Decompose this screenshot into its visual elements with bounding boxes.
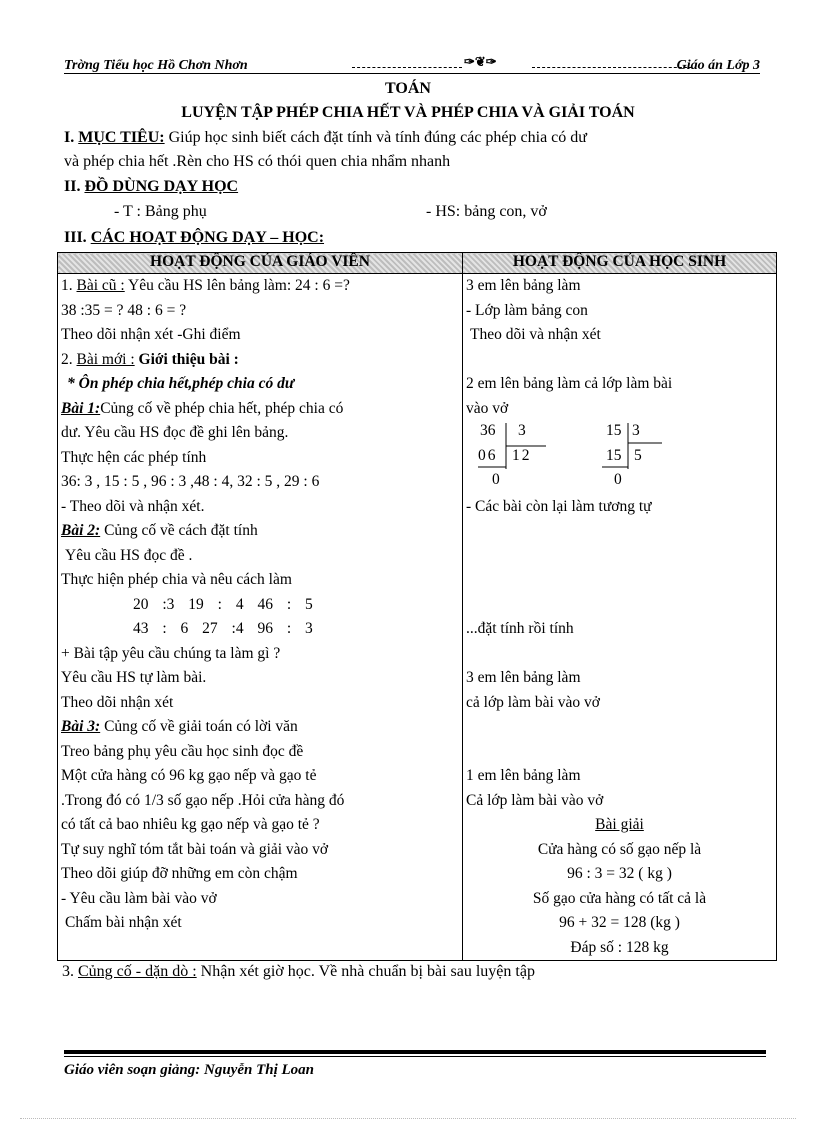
teacher-line: Bài 2: Củng cố về cách đặt tính xyxy=(61,522,258,539)
teacher-line: - Yêu cầu làm bài vào vở xyxy=(61,889,217,907)
materials-line xyxy=(64,177,238,197)
teacher-line: Yêu cầu HS tự làm bài. xyxy=(61,669,207,686)
teacher-line: Theo dõi giúp đỡ những em còn chậm xyxy=(61,865,298,882)
teacher-line: Tự suy nghĩ tóm tắt bài toán và giải vào vở xyxy=(61,840,329,858)
teacher-line: .Trong đó có 1/3 số gạo nếp .Hỏi cửa hàng đó xyxy=(61,791,345,809)
student-line: Theo dõi và nhận xét xyxy=(470,326,601,343)
teacher-line: 1. Bài cũ : Yêu cầu HS lên bảng làm: 24 : 6 =? xyxy=(61,277,350,294)
student-line: 3 em lên bảng làm xyxy=(466,669,581,686)
teacher-line: Chấm bài nhận xét xyxy=(65,914,182,931)
closing-line xyxy=(62,962,535,982)
student-line: 1 em lên bảng làm xyxy=(466,767,581,784)
long-division-block xyxy=(466,421,773,495)
lesson-title: LUYỆN TẬP PHÉP CHIA HẾT VÀ PHÉP CHIA VÀ GIẢI TOÁN xyxy=(181,104,635,121)
header-rule xyxy=(64,73,760,74)
materials-heading: ĐỒ DÙNG DẠY HỌC xyxy=(84,178,239,195)
student-line: vào vở xyxy=(466,399,509,417)
materials-teacher: - T : Bảng phụ xyxy=(114,203,207,220)
teacher-line: + Bài tập yêu cầu chúng ta làm gì ? xyxy=(61,644,281,662)
teacher-signature: Giáo viên soạn giảng: Nguyễn Thị Loan xyxy=(64,1062,315,1078)
solution-line: Số gạo cửa hàng có tất cả là xyxy=(532,889,707,907)
teacher-line: * Ôn phép chia hết,phép chia có dư xyxy=(67,375,295,392)
student-line: 2 em lên bảng làm cả lớp làm bài xyxy=(466,375,673,392)
solution-line: Cửa hàng có số gạo nếp là xyxy=(537,840,702,858)
student-line: ...đặt tính rồi tính xyxy=(466,620,574,637)
page-header xyxy=(64,54,760,76)
solution-line: 96 + 32 = 128 (kg ) xyxy=(559,914,680,931)
closing-number: 3. xyxy=(62,963,78,980)
solution-answer: Đáp số : 128 kg xyxy=(570,938,669,956)
materials-student: - HS: bảng con, vở xyxy=(426,203,547,220)
objective-text: Giúp học sinh biết cách đặt tính và tính đúng các phép chia có dư xyxy=(164,129,587,146)
footer-rule-thick xyxy=(64,1050,766,1054)
grade-label: Giáo án Lớp 3 xyxy=(676,58,760,73)
teacher-line: Yêu cầu HS đọc đề . xyxy=(65,546,193,564)
div2-remainder: 0 xyxy=(614,471,622,488)
activities-table xyxy=(57,252,777,961)
activities-line xyxy=(64,228,324,248)
objective-line-2: và phép chia hết .Rèn cho HS có thói quen chia nhẩm nhanh xyxy=(64,153,451,170)
div2-quotient: 5 xyxy=(634,447,642,464)
objective-number: I. xyxy=(64,129,79,146)
activities-heading: CÁC HOẠT ĐỘNG DẠY – HỌC: xyxy=(90,229,325,246)
student-line: - Các bài còn lại làm tương tự xyxy=(466,497,652,515)
solution-heading: Bài giải xyxy=(595,816,644,833)
teacher-line: Thực hiện phép chia và nêu cách làm xyxy=(61,571,292,588)
closing-label: Củng cố - dặn dò : xyxy=(78,963,197,980)
teacher-line: Một cửa hàng có 96 kg gạo nếp và gạo tẻ xyxy=(61,767,317,784)
teacher-line: 2. Bài mới : Giới thiệu bài : xyxy=(61,350,239,368)
div2-dividend: 15 xyxy=(606,422,622,439)
footer-rule-thin xyxy=(64,1056,766,1057)
closing-text: Nhận xét giờ học. Về nhà chuẩn bị bài sau luyện tập xyxy=(196,963,535,980)
teacher-line: Theo dõi nhận xét xyxy=(61,693,174,711)
teacher-line: dư. Yêu cầu HS đọc đề ghi lên bảng. xyxy=(61,424,289,441)
student-line: cả lớp làm bài vào vở xyxy=(466,693,600,711)
student-line: Cả lớp làm bài vào vở xyxy=(466,791,604,809)
objective-heading: MỤC TIÊU: xyxy=(78,129,165,146)
teacher-line: - Theo dõi và nhận xét. xyxy=(61,497,205,515)
materials-number: II. xyxy=(64,178,85,195)
teacher-line: 43 : 6 27 :4 96 : 3 xyxy=(133,620,313,637)
teacher-column xyxy=(58,274,463,961)
page-edge xyxy=(20,1118,796,1119)
objective-line xyxy=(64,128,587,148)
div1-dividend: 36 xyxy=(480,422,496,439)
student-column-header: HOẠT ĐỘNG CỦA HỌC SINH xyxy=(463,253,777,274)
teacher-column-header: HOẠT ĐỘNG CỦA GIÁO VIÊN xyxy=(58,253,463,274)
div2-step: 15 xyxy=(606,447,622,464)
teacher-line: Treo bảng phụ yêu cầu học sinh đọc đề xyxy=(61,742,304,760)
solution-line: 96 : 3 = 32 ( kg ) xyxy=(567,865,672,882)
div1-quotient: 12 xyxy=(512,447,532,464)
teacher-line: Thực hện các phép tính xyxy=(61,448,207,466)
subject-title: TOÁN xyxy=(385,80,431,97)
teacher-line: 36: 3 , 15 : 5 , 96 : 3 ,48 : 4, 32 : 5 , 29 : 6 xyxy=(61,473,320,490)
teacher-line: Bài 3: Củng cố về giải toán có lời văn xyxy=(61,718,298,735)
student-line: - Lớp làm bảng con xyxy=(466,301,588,319)
student-column xyxy=(463,274,777,961)
school-name: Trờng Tiểu học Hồ Chơn Nhơn xyxy=(64,58,248,73)
student-line: 3 em lên bảng làm xyxy=(466,277,581,294)
header-dash-left xyxy=(352,67,462,68)
div1-step: 06 xyxy=(478,447,498,464)
div1-remainder: 0 xyxy=(492,471,500,488)
teacher-line: có tất cả bao nhiêu kg gạo nếp và gạo tẻ ? xyxy=(61,816,320,833)
div1-divisor: 3 xyxy=(518,422,526,439)
teacher-line: Theo dõi nhận xét -Ghi điểm xyxy=(61,326,241,343)
teacher-line: Bài 1:Củng cố về phép chia hết, phép chia có xyxy=(61,399,344,417)
teacher-line: 20 :3 19 : 4 46 : 5 xyxy=(133,595,313,613)
ornament-icon: ✑❦✑ xyxy=(464,54,497,69)
div2-divisor: 3 xyxy=(632,422,640,439)
header-dash-right xyxy=(532,67,692,68)
activities-number: III. xyxy=(64,229,91,246)
teacher-line: 38 :35 = ? 48 : 6 = ? xyxy=(61,301,187,319)
